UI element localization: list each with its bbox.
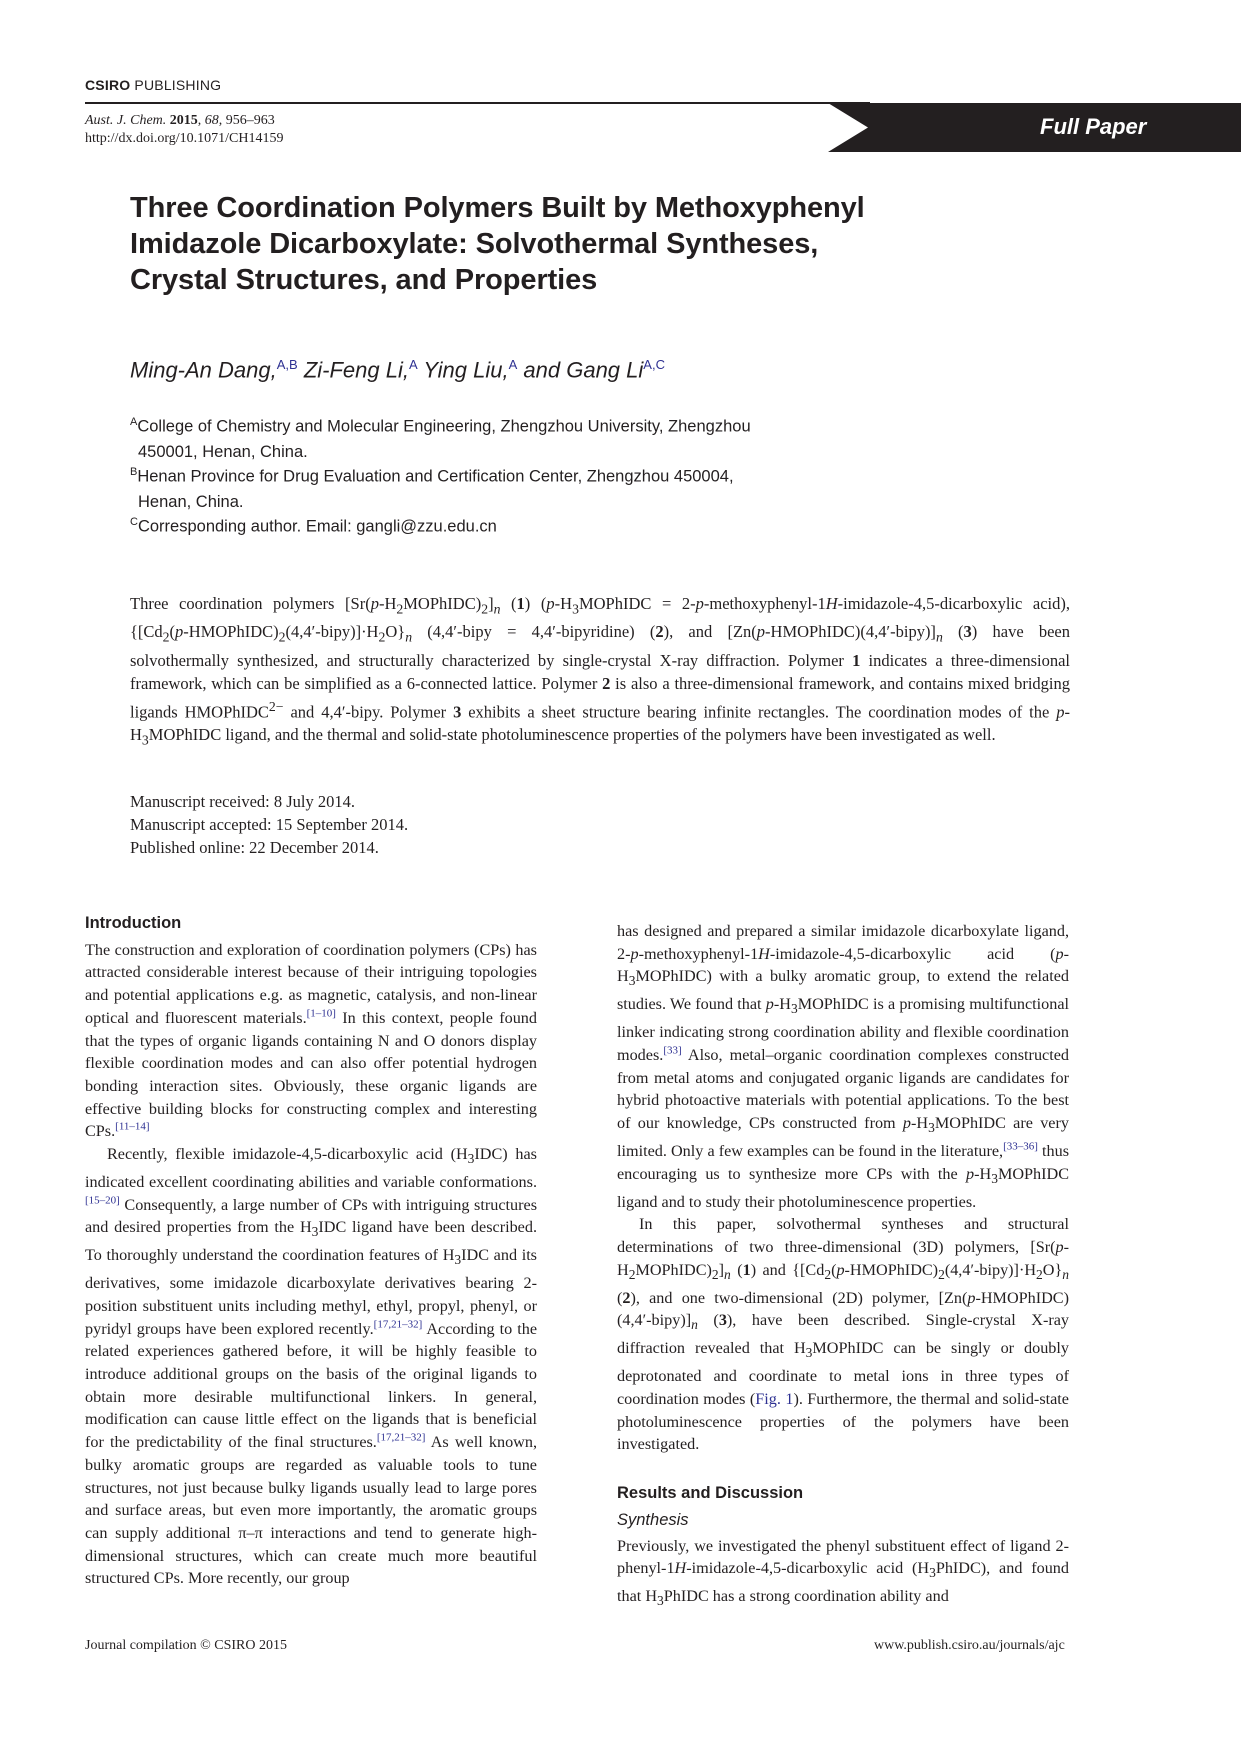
left-column: Introduction The construction and exploration of coordination polymers (CPs) has attracted considerable interest because of their intriguing topologies and potential applications e.g. as magnetic, catalysis, and non-linear optical and fluorescent materials.[1–10] In this context, people found that the types of organic ligands containing N and O donors display flexible coordination modes and can also offer potential hydrogen bonding interaction sites. Obviously, these organic ligands are effective building blocks for constructing complex and interesting CPs.[11–14] Recently, flexible imidazole-4,5-dicarboxylic acid $(H_3IDC)$ has indicated excellent coordinating abilities and variable conformations.[15–20] Consequently, a large number of CPs with intriguing structures and desired properties from the $H_3IDC$ ligand have been described. To thoroughly understand the coordination features of $H_3IDC$ and its derivatives, some imidazole dicarboxylate derivatives bearing 2-position substituent units including methyl, ethyl, propyl, phenyl, or pyridyl groups have been explored recently.[17,21–32] According to the related experiences gathered before, it will be highly feasible to introduce additional groups on the basis of the original ligands to obtain more desirable multifunctional linkers. In general, modification can cause little effect on the ligands that is beneficial for the predictability of the final structures.[17,21–32] As well known, bulky aromatic groups are regarded as valuable tools to tune structures, not just because bulky ligands usually lead to large pores and surface areas, but even more importantly, the aromatic groups can supply additional π–π interactions and tend to generate high-dimensional structures, which can create much more beautiful structured CPs. More recently, our group <box>85 914 538 1588</box>
journal-pages: , 956–963 <box>218 113 275 128</box>
footer-copyright: Journal compilation © CSIRO 2015 <box>85 1638 287 1653</box>
section-heading-results: Results and Discussion <box>617 1484 804 1503</box>
doi-link[interactable]: http://dx.doi.org/10.1071/CH14159 <box>85 131 284 146</box>
date-published: Published online: 22 December 2014. <box>130 838 379 857</box>
section-heading-introduction: Introduction <box>85 914 182 932</box>
publisher-name: CSIRO PUBLISHING <box>85 77 222 93</box>
abstract: Three coordination polymers $[Sr(p-H_2MOPhIDC)_2]_n$ (1) ($p-H_3MOPhIDC$ = 2-p-methoxyphenyl-1H-imidazole-4,5-dicarboxylic acid), $\{[Cd_2(p-HMOPhIDC)_2(4,4'-bipy)]\cdot H_2O\}_n$ (4,4′-bipy = 4,4′-bipyridine) (2), and $[Zn(p-HMOPhIDC)(4,4'-bipy)]_n$ (3) have been solvothermally synthesized, and structurally characterized by single-crystal X-ray diffraction. Polymer 1 indicates a three-dimensional framework, which can be simplified as a 6-connected lattice. Polymer 2 is also a three-dimensional framework, and contains mixed bridging ligands HMOPhIDC$^{2-}$ and 4,4′-bipy. Polymer 3 exhibits a sheet structure bearing infinite rectangles. The coordination modes of the $p-H_3MOPhIDC$ ligand, and the thermal and solid-state photoluminescence properties of the polymers have been investigated as well. <box>130 594 1071 748</box>
date-received: Manuscript received: 8 July 2014. <box>130 792 355 811</box>
date-accepted: Manuscript accepted: 15 September 2014. <box>130 815 409 834</box>
affiliation-b: $^B$Henan Province for Drug Evaluation and Certification Center, Zhengzhou 450004, Henan, China. <box>130 466 734 511</box>
paper-type-banner <box>828 103 1241 152</box>
author-name: Zi-Feng Li, <box>303 357 409 383</box>
author-name: and Gang Li <box>523 357 644 383</box>
affiliation-a: $^A$College of Chemistry and Molecular Engineering, Zhengzhou University, Zhengzhou 450001, Henan, China. <box>130 416 751 461</box>
author-affiliation-mark[interactable]: A <box>508 357 518 372</box>
author-name: Ying Liu, <box>423 357 509 383</box>
right-column: has designed and prepared a similar imidazole dicarboxylate ligand, 2-p-methoxyphenyl-1H-imidazole-4,5-dicarboxylic acid $(p-H_3MOPhIDC)$ with a bulky aromatic group, to extend the related studies. We found that $p-H_3MOPhIDC$ is a promising multifunctional linker indicating strong coordination ability and flexible coordination modes.[33] Also, metal–organic coordination complexes constructed from metal atoms and conjugated organic ligands are candidates for hybrid photoactive materials with potential applications. To the best of our knowledge, CPs constructed from $p-H_3MOPhIDC$ are very limited. Only a few examples can be found in the literature,[33–36] thus encouraging us to synthesize more CPs with the $p-H_3MOPhIDC$ ligand and to study their photoluminescence properties. In this paper, solvothermal syntheses and structural determinations of two three-dimensional (3D) polymers, $[Sr(p-H_2MOPhIDC)_2]_n$ (1) and $\{[Cd_2(p-HMOPhIDC)_2(4,4'-bipy)]\cdot H_2O\}_n$ (2), and one two-dimensional (2D) polymer, $[Zn(p-HMOPhIDC)(4,4'-bipy)]_n$ (3), have been described. Single-crystal X-ray diffraction revealed that $H_3MOPhIDC$ can be singly or doubly deprotonated and coordinate to metal ions in three types of coordination modes (Fig. 1). Furthermore, the thermal and solid-state photoluminescence properties of the polymers have been investigated. Results and Discussion Synthesis Previously, we investigated the phenyl substituent effect of ligand 2-phenyl-1H-imidazole-4,5-dicarboxylic acid $(H_3PhIDC)$, and found that $H_3PhIDC$ has a strong coordination ability and <box>617 922 1070 1609</box>
journal-year: 2015 <box>169 113 198 128</box>
paper-type-label: Full Paper <box>1040 114 1147 139</box>
footer-url[interactable]: www.publish.csiro.au/journals/ajc <box>874 1638 1065 1653</box>
author-affiliation-mark[interactable]: A <box>409 357 418 372</box>
manuscript-dates <box>130 790 408 859</box>
journal-volume: 68 <box>204 113 219 128</box>
author-name: Ming-An Dang, <box>130 357 277 383</box>
journal-name: Aust. J. Chem. <box>85 113 167 128</box>
affiliation-c: $^C$Corresponding author. Email: gangli@zzu.edu.cn <box>130 516 497 536</box>
header-rule <box>85 102 870 104</box>
citation: Aust. J. Chem. 2015, 68, 956–963 http://dx.doi.org/10.1071/CH14159 <box>85 113 284 146</box>
subsection-heading-synthesis: Synthesis <box>617 1510 689 1529</box>
author-affiliation-mark[interactable]: A,B <box>276 357 298 372</box>
article-title: Three Coordination Polymers Built by Methoxyphenyl Imidazole Dicarboxylate: Solvothermal Syntheses, Crystal Structures, and Properties <box>130 192 865 296</box>
figure-link[interactable]: Fig. 1 <box>755 1390 794 1408</box>
author-list <box>130 357 665 383</box>
author-affiliation-mark[interactable]: A,C <box>643 357 665 372</box>
